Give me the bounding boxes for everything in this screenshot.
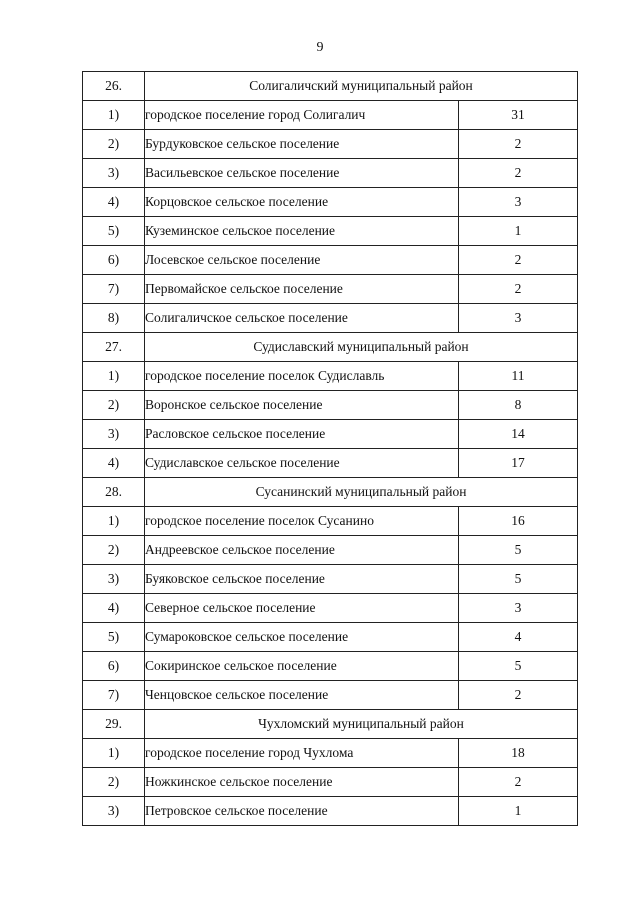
settlement-name: Расловское сельское поселение — [145, 420, 459, 449]
settlement-name: Лосевское сельское поселение — [145, 246, 459, 275]
row-number: 2) — [83, 536, 145, 565]
settlement-name: Судиславское сельское поселение — [145, 449, 459, 478]
table-row — [83, 623, 578, 652]
districts-table-body — [83, 72, 578, 826]
table-row — [83, 420, 578, 449]
row-number: 3) — [83, 565, 145, 594]
row-number: 4) — [83, 594, 145, 623]
table-row — [83, 391, 578, 420]
settlement-value: 2 — [459, 246, 578, 275]
settlement-value: 17 — [459, 449, 578, 478]
row-number: 3) — [83, 159, 145, 188]
row-number: 6) — [83, 652, 145, 681]
row-number: 3) — [83, 420, 145, 449]
district-header-row — [83, 478, 578, 507]
settlement-name: Северное сельское поселение — [145, 594, 459, 623]
settlement-name: Куземинское сельское поселение — [145, 217, 459, 246]
row-number: 3) — [83, 797, 145, 826]
table-row — [83, 536, 578, 565]
settlement-name: Первомайское сельское поселение — [145, 275, 459, 304]
table-row — [83, 362, 578, 391]
district-header-row — [83, 710, 578, 739]
settlement-name: Корцовское сельское поселение — [145, 188, 459, 217]
table-row — [83, 246, 578, 275]
settlement-name: Сокиринское сельское поселение — [145, 652, 459, 681]
table-row — [83, 449, 578, 478]
district-number: 29. — [83, 710, 145, 739]
settlement-name: Васильевское сельское поселение — [145, 159, 459, 188]
row-number: 1) — [83, 101, 145, 130]
settlement-value: 5 — [459, 652, 578, 681]
settlement-value: 2 — [459, 275, 578, 304]
settlement-value: 4 — [459, 623, 578, 652]
settlement-value: 1 — [459, 797, 578, 826]
settlement-name: Солигаличское сельское поселение — [145, 304, 459, 333]
settlement-value: 2 — [459, 159, 578, 188]
settlement-name: городское поселение город Солигалич — [145, 101, 459, 130]
row-number: 5) — [83, 623, 145, 652]
settlement-name: Сумароковское сельское поселение — [145, 623, 459, 652]
table-row — [83, 652, 578, 681]
table-row — [83, 275, 578, 304]
table-row — [83, 217, 578, 246]
table-row — [83, 768, 578, 797]
row-number: 1) — [83, 739, 145, 768]
settlement-value: 3 — [459, 304, 578, 333]
table-row — [83, 681, 578, 710]
district-title: Чухломский муниципальный район — [145, 710, 578, 739]
row-number: 2) — [83, 130, 145, 159]
row-number: 1) — [83, 362, 145, 391]
districts-table — [82, 71, 578, 826]
settlement-value: 16 — [459, 507, 578, 536]
settlement-name: городское поселение поселок Сусанино — [145, 507, 459, 536]
district-title: Сусанинский муниципальный район — [145, 478, 578, 507]
district-title: Судиславский муниципальный район — [145, 333, 578, 362]
settlement-value: 1 — [459, 217, 578, 246]
settlement-name: Андреевское сельское поселение — [145, 536, 459, 565]
row-number: 4) — [83, 188, 145, 217]
row-number: 4) — [83, 449, 145, 478]
settlement-name: Бурдуковское сельское поселение — [145, 130, 459, 159]
settlement-value: 2 — [459, 130, 578, 159]
district-header-row — [83, 333, 578, 362]
row-number: 2) — [83, 768, 145, 797]
table-row — [83, 507, 578, 536]
district-title: Солигаличский муниципальный район — [145, 72, 578, 101]
row-number: 7) — [83, 275, 145, 304]
settlement-value: 11 — [459, 362, 578, 391]
page-number: 9 — [316, 40, 324, 55]
settlement-name: Ножкинское сельское поселение — [145, 768, 459, 797]
settlement-value: 14 — [459, 420, 578, 449]
district-number: 26. — [83, 72, 145, 101]
table-row — [83, 130, 578, 159]
settlement-name: Буяковское сельское поселение — [145, 565, 459, 594]
settlement-name: городское поселение поселок Судиславль — [145, 362, 459, 391]
table-row — [83, 594, 578, 623]
settlement-value: 2 — [459, 681, 578, 710]
settlement-name: Ченцовское сельское поселение — [145, 681, 459, 710]
row-number: 6) — [83, 246, 145, 275]
settlement-name: Петровское сельское поселение — [145, 797, 459, 826]
settlement-value: 5 — [459, 536, 578, 565]
settlement-value: 5 — [459, 565, 578, 594]
row-number: 8) — [83, 304, 145, 333]
settlement-value: 18 — [459, 739, 578, 768]
district-header-row — [83, 72, 578, 101]
settlement-name: городское поселение город Чухлома — [145, 739, 459, 768]
row-number: 1) — [83, 507, 145, 536]
table-row — [83, 739, 578, 768]
row-number: 7) — [83, 681, 145, 710]
table-row — [83, 565, 578, 594]
district-number: 27. — [83, 333, 145, 362]
table-row — [83, 304, 578, 333]
district-number: 28. — [83, 478, 145, 507]
settlement-value: 3 — [459, 594, 578, 623]
row-number: 5) — [83, 217, 145, 246]
row-number: 2) — [83, 391, 145, 420]
table-row — [83, 101, 578, 130]
table-row — [83, 159, 578, 188]
settlement-value: 3 — [459, 188, 578, 217]
settlement-name: Воронское сельское поселение — [145, 391, 459, 420]
settlement-value: 8 — [459, 391, 578, 420]
table-row — [83, 797, 578, 826]
table-row — [83, 188, 578, 217]
settlement-value: 2 — [459, 768, 578, 797]
settlement-value: 31 — [459, 101, 578, 130]
